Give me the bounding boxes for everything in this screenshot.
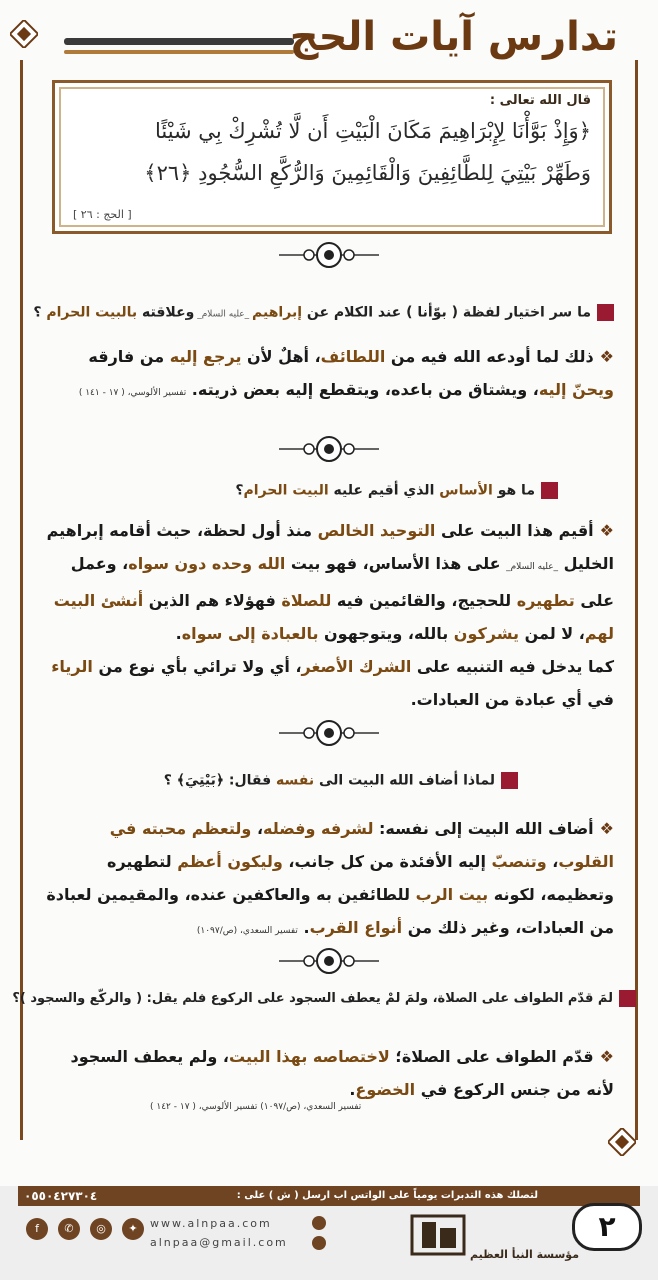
question-marker-icon xyxy=(501,772,518,789)
verse-line-2: وَطَهِّرْ بَيْتِيَ لِلطَّائِفِينَ وَالْقَائِمِينَ وَالرُّكَّعِ السُّجُودِ ﴿٢٦﴾ xyxy=(144,161,591,185)
frame-right-line xyxy=(635,60,638,1140)
page-number: ٢ xyxy=(572,1203,642,1251)
subscribe-text: لتصلك هذه التدبرات يومياً على الواتس اب ارسل ( ش ) على : xyxy=(236,1190,538,1201)
answer-4: ❖قدّم الطواف على الصلاة؛ لاختصاصه بهذا البيت، ولم يعطف السجود لأنه من جنس الركوع في الخضوع. xyxy=(70,1047,614,1099)
verse-head: قال الله تعالى : xyxy=(489,93,591,108)
website-link[interactable]: www.alnpaa.com xyxy=(150,1217,272,1230)
twitter-icon[interactable]: ✦ xyxy=(122,1218,144,1240)
question-4: لمَ قدّم الطواف على الصلاة، ولمَ لمْ يعطف السجود على الركوع فلم يقل: ( والركّع والسجود )؟ xyxy=(12,990,636,1007)
title-rule-gold xyxy=(64,50,294,54)
corner-ornament-icon xyxy=(608,1128,636,1156)
frame-left-line xyxy=(20,60,23,1140)
whatsapp-icon[interactable]: ✆ xyxy=(58,1218,80,1240)
ornament-divider-icon xyxy=(279,944,379,978)
question-1: ما سر اختيار لفظة ( بوّأنا ) عند الكلام عن إبراهيم _عليه السلام_ وعلاقته بالبيت الحرام ؟ xyxy=(33,304,614,321)
question-marker-icon xyxy=(619,990,636,1007)
ornament-divider-icon xyxy=(279,716,379,750)
answer-4-reference: تفسير السعدي، (ص/١٠٩٧) تفسير الألوسي، ( ١٧ - ١٤٢ ) xyxy=(150,1102,362,1112)
phone-number[interactable]: ٠٥٥٠٤٢٧٣٠٤ xyxy=(24,1189,98,1203)
bullet-icon: ❖ xyxy=(599,521,614,540)
header xyxy=(0,14,658,74)
brand-logo-icon xyxy=(410,1214,466,1268)
answer-1-reference: تفسير الألوسي، ( ١٧ - ١٤١ ) xyxy=(78,388,187,398)
bullet-icon: ❖ xyxy=(599,819,614,838)
question-2: ما هو الأساس الذي أقيم عليه البيت الحرام؟ xyxy=(235,482,558,499)
answer-3: ❖أضاف الله البيت إلى نفسه: لشرفه وفضله، ولتعظم محبته في القلوب، وتنصبّ إليه الأفئدة من كل جانب، وليكون أعظم لتطهيره وتعظيمه، لكونه بيت الرب للطائفين به والعاكفين عنده، والمقيمين لعبادة من العبادات، وغير ذلك من أنواع القرب. تفسير السعدي، (ص/١٠٩٧) xyxy=(46,819,614,937)
instagram-icon[interactable]: ◎ xyxy=(90,1218,112,1240)
email-icon xyxy=(312,1236,326,1250)
globe-icon xyxy=(312,1216,326,1230)
brand-name: مؤسسة النبأ العظيم xyxy=(470,1248,580,1261)
title-rule-dark xyxy=(64,38,294,45)
ornament-divider-icon xyxy=(279,238,379,272)
bullet-icon: ❖ xyxy=(599,1047,614,1066)
verse-box xyxy=(52,80,612,234)
bullet-icon: ❖ xyxy=(599,347,614,366)
question-marker-icon xyxy=(541,482,558,499)
email-link[interactable]: alnpaa@gmail.com xyxy=(150,1236,288,1249)
facebook-icon[interactable]: f xyxy=(26,1218,48,1240)
verse-line-1: ﴿وَإِذْ بَوَّأْنَا لِإِبْرَاهِيمَ مَكَانَ الْبَيْتِ أَن لَّا تُشْرِكْ بِي شَيْئًا xyxy=(154,119,591,143)
question-marker-icon xyxy=(597,304,614,321)
verse-reference: [ الحج : ٢٦ ] xyxy=(73,208,132,221)
answer-3-reference: تفسير السعدي، (ص/١٠٩٧) xyxy=(196,926,298,936)
page-title: تدارس آيات الحج xyxy=(289,14,618,60)
ornament-divider-icon xyxy=(279,432,379,466)
question-3: لماذا أضاف الله البيت الى نفسه فقال: ﴿بَيْتِيَ﴾ ؟ xyxy=(164,772,518,789)
answer-2: ❖أقيم هذا البيت على التوحيد الخالص منذ أول لحظة، حيث أقامه إبراهيم الخليل _عليه السلام_ على هذا الأساس، فهو بيت الله وحده دون سواه، وعمل على تطهيره للحجيج، والقائمين فيه للصلاة فهؤلاء هم الذين أنشئ البيت لهم، لا لمن يشركون بالله، ويتوجهون بالعبادة إلى سواه. كما يدخل فيه التنبيه على الشرك الأصغر، أي ولا ترائي بأي نوع من الرياء في أي عبادة من العبادات. xyxy=(46,521,614,709)
answer-1: ❖ذلك لما أودعه الله فيه من اللطائف، أهلٌ لأن يرجع إليه من فارقه ويحنّ إليه، ويشتاق من باعده، ويتقطع إليه بعض ذريته. تفسير الألوسي، ( ١٧ - ١٤١ ) xyxy=(78,347,614,399)
